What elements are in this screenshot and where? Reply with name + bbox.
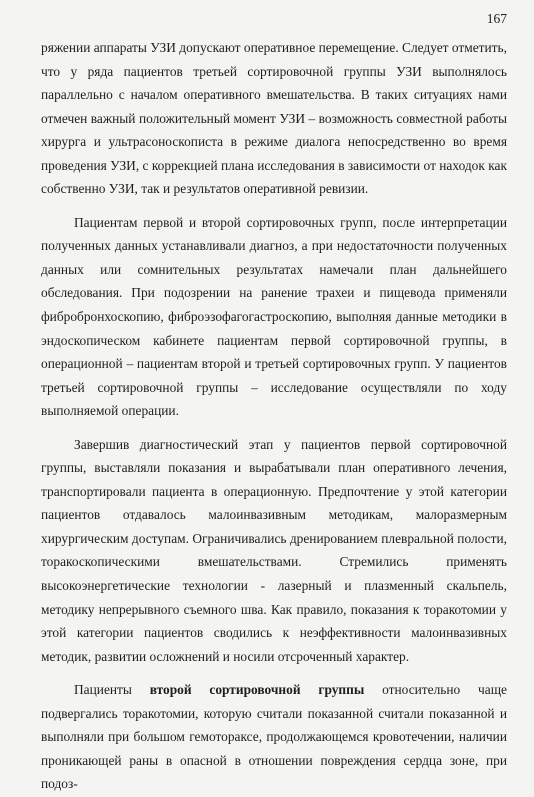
paragraph-4-suffix: относительно чаще подвергались торакотомии, которую считали показанной считали показанной и выполняли при большом гемотораксе, продолжающемся кровотечении, наличии проникающей раны в опасной в отношении повреждения сердца зоне, при подоз- bbox=[41, 682, 507, 792]
paragraph-4-prefix: Пациенты bbox=[74, 682, 150, 698]
page-number: 167 bbox=[486, 11, 507, 26]
body-text bbox=[41, 36, 507, 796]
paragraph-4-bold-phrase: второй сортировочной группы bbox=[149, 682, 365, 698]
paragraph-1: ряжении аппараты УЗИ допускают оперативное перемещение. Следует отметить, что у ряда пациентов третьей сортировочной группы УЗИ выполнялось параллельно с началом оперативного вмешательства. В таких ситуациях нами отмечен важный положительный момент УЗИ – возможность совместной работы хирурга и ультрасоноскописта в режиме диалога непосредственно во время проведения УЗИ, с коррекцией плана исследования в зависимости от находок как собственно УЗИ, так и результатов оперативной ревизии. bbox=[41, 40, 507, 197]
paragraph-2: Пациентам первой и второй сортировочных групп, после интерпретации полученных данных устанавливали диагноз, а при недостаточности полученных данных или сомнительных результатах намечали план дальнейшего обследования. При подозрении на ранение трахеи и пищевода применяли фибробронхоскопию, фиброэзофагогастроскопию, выполняя данные методики в эндоскопическом кабинете пациентам первой сортировочной группы, в операционной – пациентам второй и третьей сортировочных групп. У пациентов третьей сортировочной группы – исследование осуществляли по ходу выполняемой операции. bbox=[41, 214, 507, 419]
paragraph-4 bbox=[41, 678, 507, 796]
paragraph-3: Завершив диагностический этап у пациентов первой сортировочной группы, выставляли показания и вырабатывали план оперативного лечения, транспортировали пациента в операционную. Предпочтение у этой категории пациентов отдавалось малоинвазивным методикам, малоразмерным хирургическим доступам. Ограничивались дренированием плевральной полости, торакоскопическими вмешательствами. Стремились применять высокоэнергетические технологии - лазерный и плазменный скальпель, методику непрерывного съемного шва. Как правило, показания к торакотомии у этой категории пациентов сводились к неэффективности малоинвазивных методик, развитии осложнений и носили отсроченный характер. bbox=[41, 436, 507, 664]
